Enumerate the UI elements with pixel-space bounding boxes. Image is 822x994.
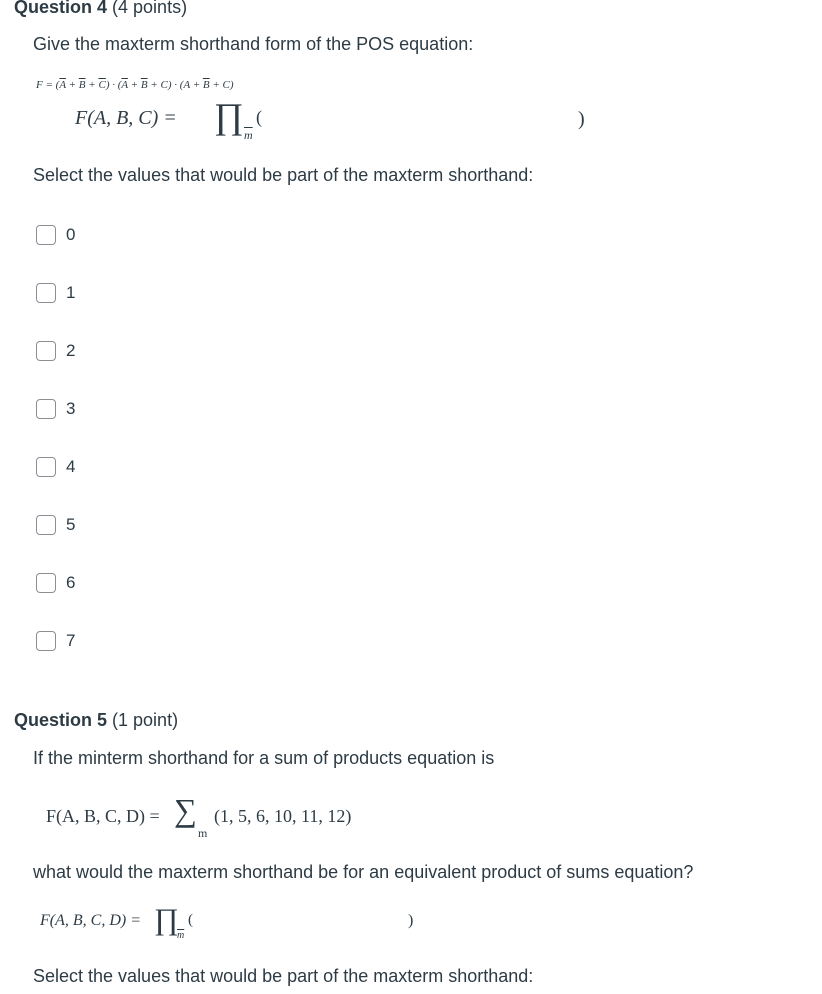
eq-t1-c: $\overline{C}$ <box>98 79 106 91</box>
q5-sum-subscript: m <box>198 826 208 840</box>
eq-t1-b: $\overline{B}$ <box>78 79 86 91</box>
question-5-title: Question 5 <box>14 710 108 730</box>
eq-t1-a: $\overline{A}$ <box>59 79 66 91</box>
checkbox-6[interactable] <box>36 573 56 593</box>
q5-lhs: F(A, B, C, D) = <box>46 806 160 826</box>
checkbox-2[interactable] <box>36 341 56 361</box>
eq-t2-a: $\overline{A}$ <box>121 79 128 91</box>
q5-lhs2: F(A, B, C, D) = <box>40 912 141 929</box>
checkbox-3[interactable] <box>36 399 56 419</box>
option-label-2: 2 <box>66 341 76 360</box>
eq-t2-op1: + <box>127 79 141 91</box>
question-4-title: Question 4 <box>14 0 108 17</box>
q4-product-subscript: $\overline{m}$ <box>244 128 253 142</box>
question-4-prompt: Give the maxterm shorthand form of the POS equation: <box>33 34 474 54</box>
checkbox-4[interactable] <box>36 457 56 477</box>
question-5-question: what would the maxterm shorthand be for an equivalent product of sums equation? <box>33 862 694 882</box>
question-5-points: (1 point) <box>112 710 179 730</box>
option-label-5: 5 <box>66 515 76 534</box>
option-5[interactable] <box>36 513 75 537</box>
eq-t1-op2: + <box>85 79 99 91</box>
option-7[interactable] <box>36 629 75 653</box>
option-label-4: 4 <box>66 457 76 476</box>
eq-t3-b: $\overline{B}$ <box>202 79 210 91</box>
question-4-header <box>14 0 187 17</box>
checkbox-1[interactable] <box>36 283 56 303</box>
option-label-6: 6 <box>66 573 76 592</box>
eq-t2-b: $\overline{B}$ <box>140 79 148 91</box>
eq-t3-a: (A + <box>179 79 203 91</box>
checkbox-0[interactable] <box>36 225 56 245</box>
option-label-7: 7 <box>66 631 76 650</box>
question-4-points: (4 points) <box>112 0 188 17</box>
q4-lhs: F(A, B, C) = <box>75 107 177 129</box>
q5-product-subscript: $\overline{m}$ <box>177 930 185 941</box>
q5-close-paren: ) <box>408 912 414 929</box>
q4-open-paren: ( <box>256 107 262 127</box>
question-5-header <box>14 710 178 730</box>
option-3[interactable] <box>36 397 75 421</box>
q5-sum-symbol: ∑ <box>174 792 197 828</box>
q5-open-paren: ( <box>188 912 193 928</box>
checkbox-7[interactable] <box>36 631 56 651</box>
option-label-3: 3 <box>66 399 76 418</box>
checkbox-5[interactable] <box>36 515 56 535</box>
question-5-prompt: If the minterm shorthand for a sum of products equation is <box>33 748 495 768</box>
option-4[interactable] <box>36 455 75 479</box>
eq-t3-rest: + C) <box>209 79 234 91</box>
option-label-0: 0 <box>66 225 76 244</box>
pos-equation: $F = (\overline{A} + \overline{B} + \overline{C}) \cdot (\overline{A} + \overline{B} + C) \cdot (A + \overline{B} + C)$ <box>36 79 234 91</box>
option-6[interactable] <box>36 571 75 595</box>
question-5-select-prompt: Select the values that would be part of the maxterm shorthand: <box>33 966 534 986</box>
option-2[interactable] <box>36 339 75 363</box>
eq-t1-op1: + <box>65 79 79 91</box>
eq-t2-rest: + C <box>147 79 168 91</box>
q4-product-symbol: ∏ <box>214 96 244 136</box>
q5-minterms: (1, 5, 6, 10, 11, 12) <box>214 806 352 826</box>
option-1[interactable] <box>36 281 75 305</box>
q4-close-paren: ) <box>578 108 585 130</box>
equation-f-label: F = <box>36 79 53 91</box>
question-4-select-prompt: Select the values that would be part of the maxterm shorthand: <box>33 165 534 185</box>
option-label-1: 1 <box>66 283 76 302</box>
q5-product-symbol: ∏ <box>154 903 179 936</box>
option-0[interactable] <box>36 223 75 247</box>
